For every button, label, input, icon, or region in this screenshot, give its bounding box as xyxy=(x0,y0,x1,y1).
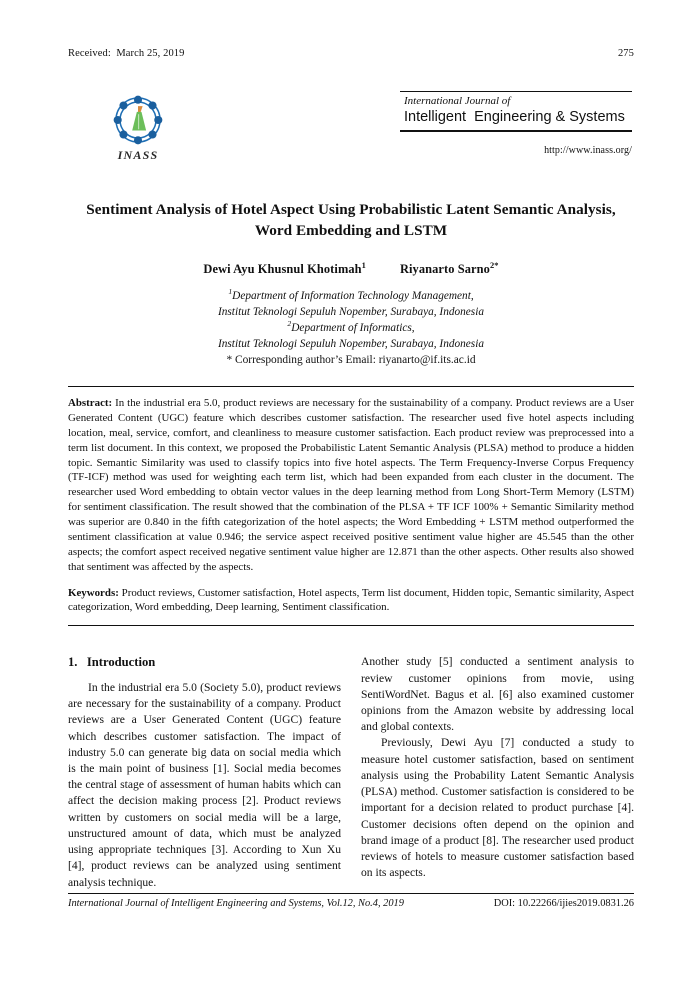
section-heading-introduction: 1. Introduction xyxy=(68,655,156,670)
abstract-label: Abstract: xyxy=(68,397,113,410)
footer-citation: International Journal of Intelligent Engineering and Systems, Vol.12, No.4, 2019 xyxy=(68,898,404,909)
running-head xyxy=(68,48,634,61)
journal-prefix: International Journal of xyxy=(404,94,511,107)
corresponding-email[interactable]: * Corresponding author’s Email: riyanarto@if.its.ac.id xyxy=(226,353,476,366)
journal-title-block xyxy=(400,91,632,157)
affiliation-1-sup: 1 xyxy=(228,286,233,296)
inass-emblem-icon xyxy=(109,91,167,149)
author-list xyxy=(68,259,634,277)
keywords-paragraph xyxy=(68,586,634,616)
body-columns xyxy=(68,654,634,890)
page-footer xyxy=(68,898,634,909)
journal-masthead xyxy=(68,91,634,169)
affiliation-3-sup: 2 xyxy=(287,319,292,329)
inass-logo xyxy=(68,91,188,163)
page-number: 275 xyxy=(617,48,634,59)
affiliation-2: Institut Teknologi Sepuluh Nopember, Surabaya, Indonesia xyxy=(218,305,484,318)
article-title-line1: Sentiment Analysis of Hotel Aspect Using Probabilistic Latent Semantic Analysis, xyxy=(86,200,616,218)
footer-doi[interactable]: DOI: 10.22266/ijies2019.0831.26 xyxy=(493,898,634,909)
right-paragraph-1: Another study [5] conducted a sentiment analysis to review customer opinions from movie, using SentiWordNet. Bagus et al. [6] also examined customer opinions from the Amazon website by addressing local and global contexts. xyxy=(361,655,634,734)
keywords-text: Product reviews, Customer satisfaction, Hotel aspects, Term list document, Hidden topic, Semantic similarity, Aspect categorization, Word embedding, Deep learning, Sentiment classification. xyxy=(68,586,634,614)
keywords-label: Keywords: xyxy=(68,586,119,599)
article-title-line2: Word Embedding and LSTM xyxy=(254,222,448,240)
abstract-paragraph xyxy=(68,396,634,575)
abstract-text: In the industrial era 5.0, product reviews are necessary for the sustainability of a company. Product reviews are a User Generated Content (UGC) feature which describes customer satisfaction. The researcher used five hotel aspects including location, meal, service, comfort, and cleanliness to measure customer satisfaction. Each product review was preprocessed into a term list document. In this context, we proposed the Probabilistic Latent Semantic Analysis (PLSA) method to produce a hidden topic. Semantic Similarity was used to classify topics into five hotel aspects. The Term Frequency-Inverse Corpus Frequency (TF-ICF) method was used for weighting each term list, which had been expanded from each cluster in the document. The researcher used Word embedding to obtain vector values in the deep learning method from Long Short-Term Memory (LSTM) for sentiment classification. The result showed that the combination of the PLSA + TF ICF 100% + Semantic Similarity method was superior are 0.840 in the fifth categorization of the hotel aspects; the Word Embedding + LSTM method outperformed the sentiment classification at value 0.946; the service aspect received positive sentiment value higher are 45.545 than the other aspects; the comfort aspect received negative sentiment value higher are 12.871 than the other aspects. Other results also showed that sentiment was affected by the aspects. xyxy=(68,397,634,573)
abstract-rule-top xyxy=(68,386,634,387)
author-1-name: Dewi Ayu Khusnul Khotimah xyxy=(203,261,362,276)
affiliation-1: Department of Information Technology Management, xyxy=(232,289,474,302)
author-2-name: Riyanarto Sarno xyxy=(399,261,490,276)
author-1 xyxy=(203,259,366,277)
right-paragraph-2: Previously, Dewi Ayu [7] conducted a study to measure hotel customer satisfaction, based on sentiment analysis using the Probability Latent Semantic Analysis (PLSA) method. Customer satisfaction is considered to be important for a decision related to product purchase [4]. Customer decisions often depend on the opinion and brand image of a product [8]. The researcher used product reviews of hotels to measure customer satisfaction based on its aspects. xyxy=(361,736,634,880)
affiliation-4: Institut Teknologi Sepuluh Nopember, Surabaya, Indonesia xyxy=(218,337,484,350)
affiliation-3: Department of Informatics, xyxy=(291,321,415,334)
received-date: Received: March 25, 2019 xyxy=(68,48,185,59)
author-2 xyxy=(399,259,499,277)
inass-logo-label: INASS xyxy=(117,147,159,162)
left-column xyxy=(68,654,341,890)
right-column xyxy=(361,654,634,890)
left-paragraph-1: In the industrial era 5.0 (Society 5.0), product reviews are necessary for the sustainability of a company. Product reviews are a User Generated Content (UGC) feature which describes customer satisfaction. The impact of industry 5.0 can generate big data on social media which is the main point of business [1]. Social media becomes the central stage of assessment of human habits which can affect the decision making process [2]. Product reviews written by customers on social media will be a large, unstructured amount of data, which must be analyzed using appropriate techniques [3]. According to Xun Xu [4], product reviews can be analyzed using sentiment analysis technique. xyxy=(68,680,341,889)
journal-url[interactable]: http://www.inass.org/ xyxy=(544,145,632,157)
page-content xyxy=(68,48,634,891)
footer-rule xyxy=(68,893,634,894)
journal-name: Intelligent Engineering & Systems xyxy=(404,109,625,126)
author-2-sup: 2* xyxy=(489,259,499,270)
author-1-sup: 1 xyxy=(361,259,366,270)
affiliation-block xyxy=(68,288,634,368)
keywords-rule-bottom xyxy=(68,625,634,626)
article-title xyxy=(68,199,634,242)
